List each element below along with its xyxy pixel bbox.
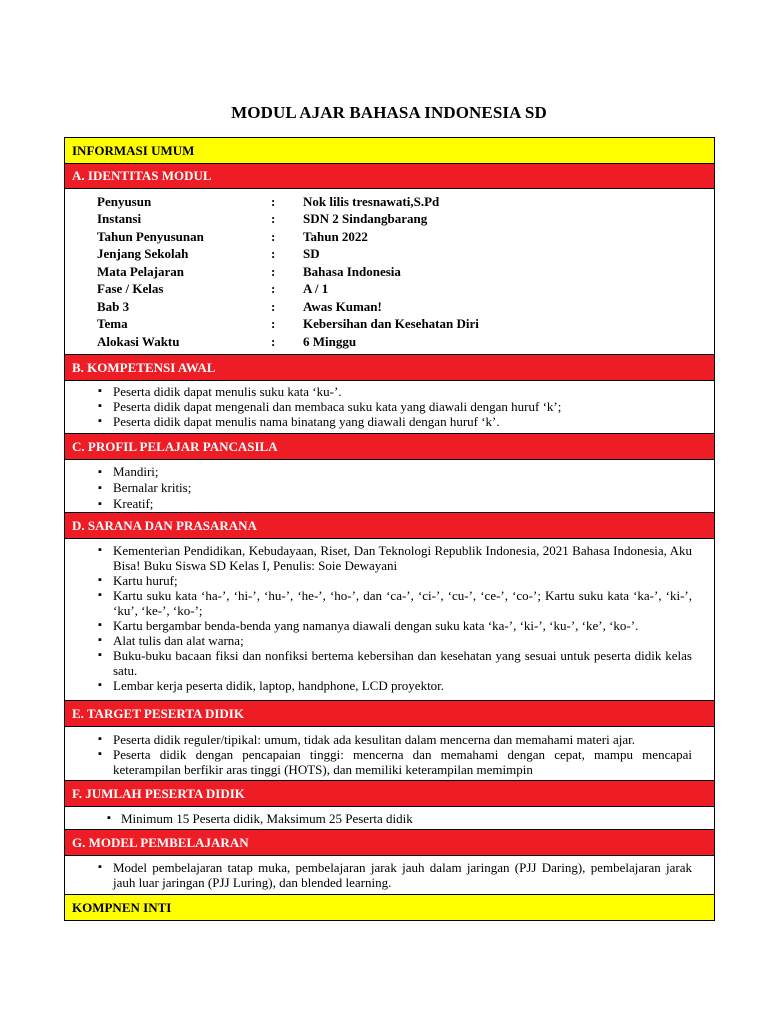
identity-row: Fase / Kelas : A / 1 xyxy=(97,281,329,297)
list-item: ▪ Peserta didik dengan pencapaian tinggi: mencerna dan memahami dengan cepat, mampu mencapai keterampilan berfikir aras tinggi (HOTS), dan memiliki keterampilan memimpin xyxy=(113,747,692,777)
model-pembelajaran-body xyxy=(65,856,714,895)
list-item: ▪ Peserta didik dapat menulis suku kata ‘ku-’. xyxy=(113,384,692,399)
list-item: ▪ Peserta didik reguler/tipikal: umum, tidak ada kesulitan dalam mencerna dan memahami materi ajar. xyxy=(113,732,692,747)
sarana-prasarana-body xyxy=(65,539,714,701)
target-peserta-body xyxy=(65,727,714,781)
list-item: ▪ Bernalar kritis; xyxy=(113,480,692,496)
model-pembelajaran-header: G. MODEL PEMBELAJARAN xyxy=(65,830,714,856)
profil-pancasila-body xyxy=(65,460,714,513)
identity-row: Alokasi Waktu : 6 Minggu xyxy=(97,333,357,349)
list-item: ▪ Lembar kerja peserta didik, laptop, handphone, LCD proyektor. xyxy=(113,678,692,693)
list-item: ▪ Buku-buku bacaan fiksi dan nonfiksi bertema kebersihan dan kesehatan yang sesuai untuk peserta didik kelas satu. xyxy=(113,648,692,678)
list-item: ▪ Model pembelajaran tatap muka, pembelajaran jarak jauh dalam jaringan (PJJ Daring), pembelajaran jarak jauh luar jaringan (PJJ Luring), dan blended learning. xyxy=(113,860,692,890)
list-item: ▪ Alat tulis dan alat warna; xyxy=(113,633,692,648)
list-item: ▪ Mandiri; xyxy=(113,464,692,480)
list-item: ▪ Peserta didik dapat mengenali dan membaca suku kata yang diawali dengan huruf ‘k’; xyxy=(113,399,692,414)
list-item: ▪ Peserta didik dapat menulis nama binatang yang diawali dengan huruf ‘k’. xyxy=(113,414,692,429)
sarana-prasarana-header: D. SARANA DAN PRASARANA xyxy=(65,513,714,539)
module-table xyxy=(64,137,715,921)
komponen-inti-header: KOMPNEN INTI xyxy=(65,895,714,921)
list-item: ▪ Kartu huruf; xyxy=(113,573,692,588)
target-peserta-header: E. TARGET PESERTA DIDIK xyxy=(65,701,714,727)
jumlah-peserta-header: F. JUMLAH PESERTA DIDIK xyxy=(65,781,714,807)
jumlah-peserta-text: ▪ Minimum 15 Peserta didik, Maksimum 25 Peserta didik xyxy=(65,807,714,826)
identity-row: Instansi : SDN 2 Sindangbarang xyxy=(97,211,428,227)
list-item: ▪ Kartu bergambar benda-benda yang namanya diawali dengan suku kata ‘ka-’, ‘ki-’, ‘ku-’, ‘ke’, ‘ko-’. xyxy=(113,618,692,633)
list-item: ▪ Kementerian Pendidikan, Kebudayaan, Riset, Dan Teknologi Republik Indonesia, 2021 Bahasa Indonesia, Aku Bisa! Buku Siswa SD Kelas I, Penulis: Soie Dewayani xyxy=(113,543,692,573)
informasi-umum-header: INFORMASI UMUM xyxy=(65,138,714,164)
kompetensi-awal-body xyxy=(65,381,714,434)
identity-row: Bab 3 : Awas Kuman! xyxy=(97,298,382,314)
list-item: ▪ Kreatif; xyxy=(113,496,692,512)
identitas-modul-header: A. IDENTITAS MODUL xyxy=(65,164,714,189)
identity-row: Tema : Kebersihan dan Kesehatan Diri xyxy=(97,316,479,332)
list-item: ▪ Kartu suku kata ‘ha-’, ‘hi-’, ‘hu-’, ‘he-’, ‘ho-’, dan ‘ca-’, ‘ci-’, ‘cu-’, ‘ce-’, ‘co-’; Kartu suku kata ‘ka-’, ‘ki-’, ‘ku’, ‘ke-’, ‘ko-’; xyxy=(113,588,692,618)
identitas-table xyxy=(65,189,714,355)
identity-row: Tahun Penyusunan : Tahun 2022 xyxy=(97,228,368,244)
identity-row: Mata Pelajaran : Bahasa Indonesia xyxy=(97,263,401,279)
jumlah-peserta-body xyxy=(65,807,714,830)
profil-pancasila-header: C. PROFIL PELAJAR PANCASILA xyxy=(65,434,714,460)
identity-row: Jenjang Sekolah : SD xyxy=(97,246,320,262)
kompetensi-awal-header: B. KOMPETENSI AWAL xyxy=(65,355,714,381)
identity-row: Penyusun : Nok lilis tresnawati,S.Pd xyxy=(97,193,440,209)
document-title: MODUL AJAR BAHASA INDONESIA SD xyxy=(231,103,547,122)
